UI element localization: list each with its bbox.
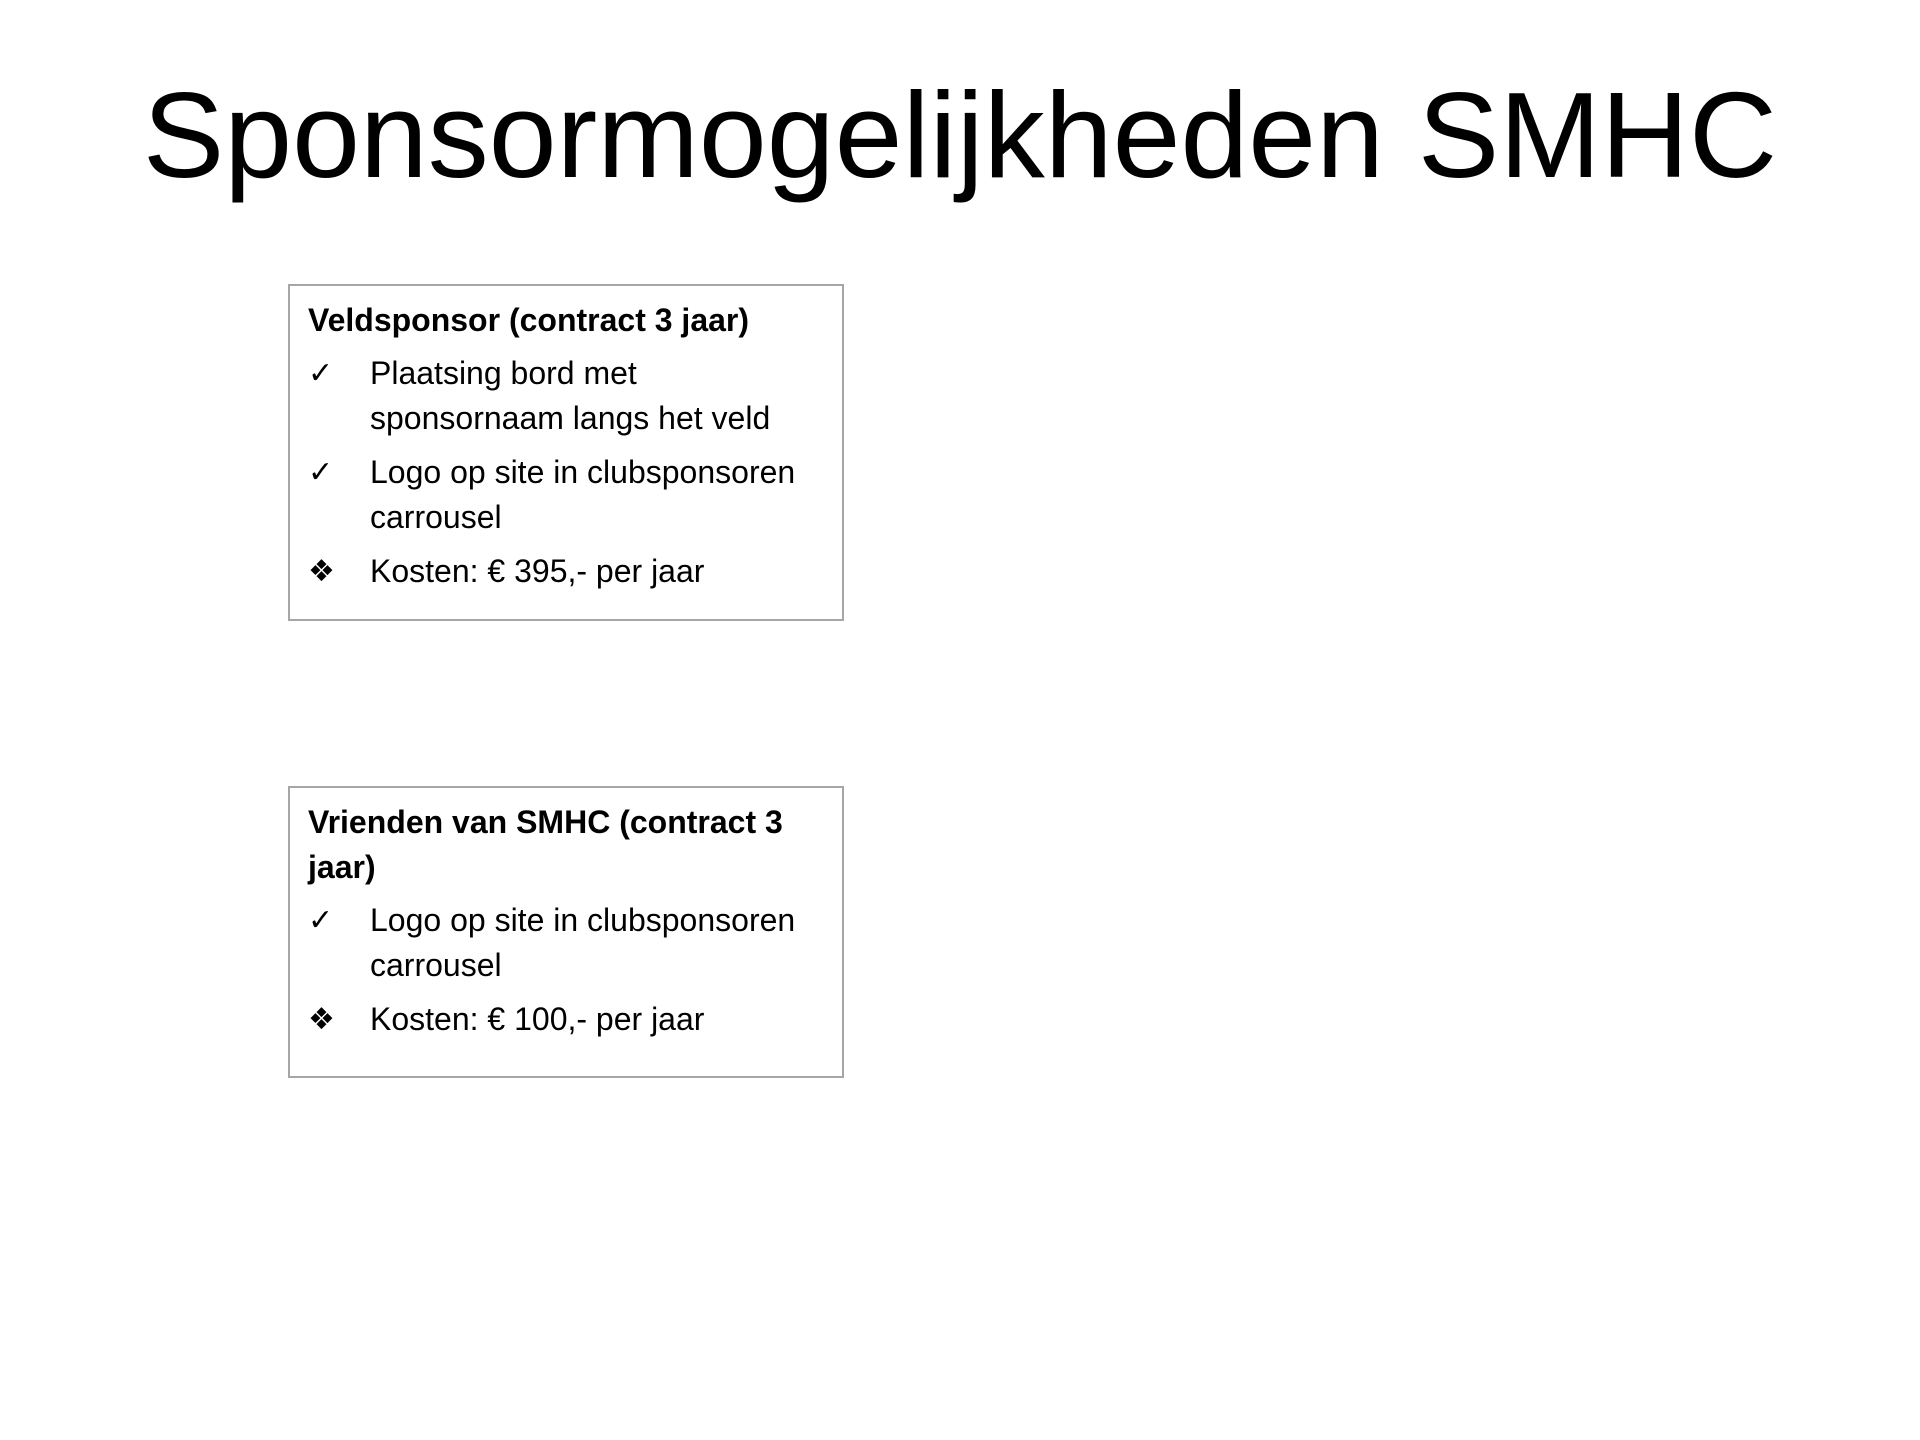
box-heading: Vrienden van SMHC (contract 3 jaar) [308, 804, 783, 885]
veldsponsor-box [288, 284, 844, 621]
check-icon: ✓ [308, 903, 334, 938]
slide-title: Sponsormogelijkheden SMHC [142, 67, 1778, 203]
bullet-list [308, 898, 824, 1042]
list-item [308, 549, 824, 594]
list-item [308, 450, 824, 540]
check-icon: ✓ [308, 455, 334, 490]
list-item-text: Kosten: € 100,- per jaar [370, 1001, 705, 1037]
vrienden-box [288, 786, 844, 1078]
box-heading: Veldsponsor (contract 3 jaar) [308, 302, 750, 338]
diamond-bullet-icon: ❖ [308, 1002, 335, 1037]
list-item [308, 997, 824, 1042]
check-icon: ✓ [308, 356, 334, 391]
diamond-bullet-icon: ❖ [308, 554, 335, 589]
list-item-text: Plaatsing bord met sponsornaam langs het veld [370, 355, 771, 436]
list-item-text: Kosten: € 395,- per jaar [370, 553, 705, 589]
list-item [308, 351, 824, 441]
list-item-text: Logo op site in clubsponsoren carrousel [370, 902, 796, 983]
list-item-text: Logo op site in clubsponsoren carrousel [370, 454, 796, 535]
bullet-list [308, 351, 824, 594]
list-item [308, 898, 824, 988]
